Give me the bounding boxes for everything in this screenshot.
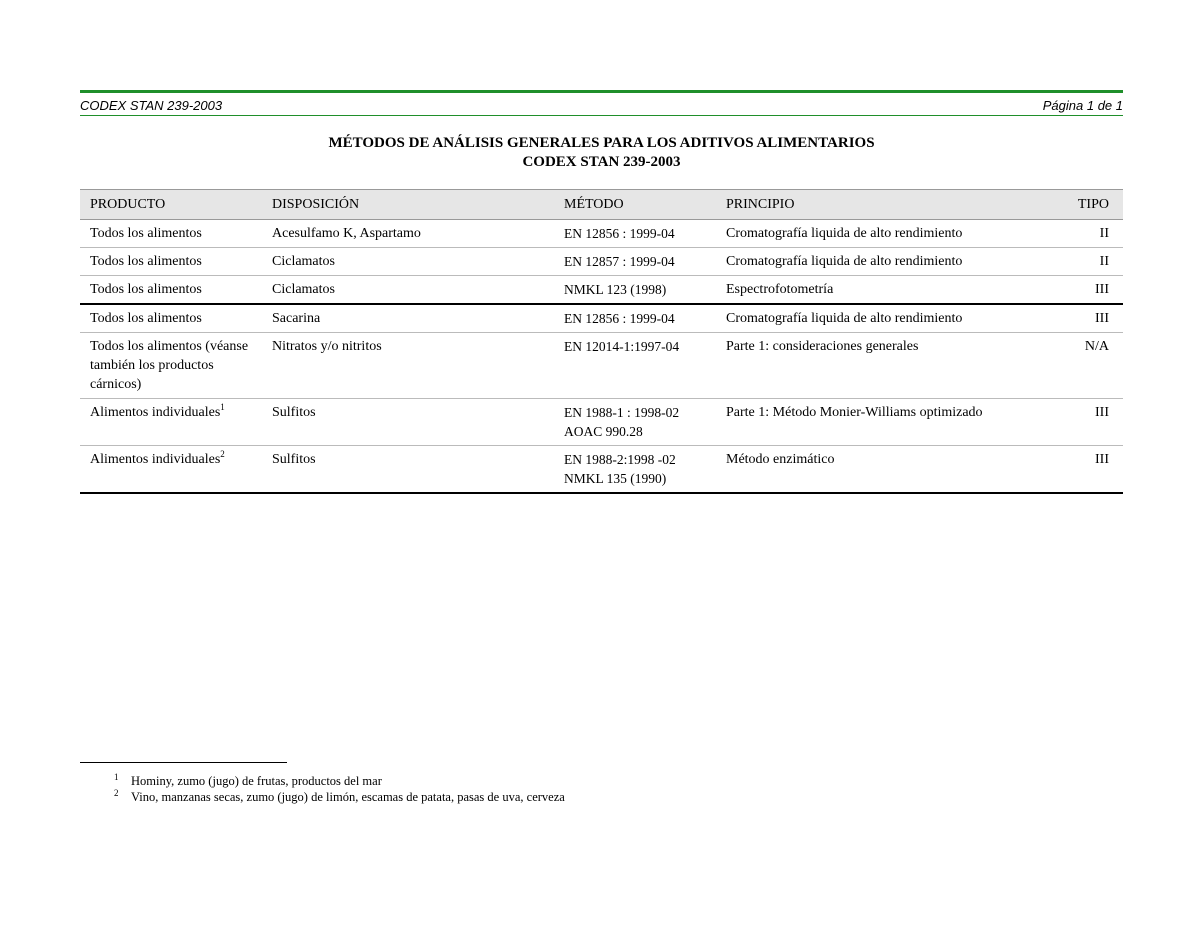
footnote-item — [80, 789, 1123, 805]
cell-producto: Todos los alimentos — [80, 304, 262, 333]
column-header-tipo: TIPO — [1053, 190, 1123, 220]
table-row — [80, 333, 1123, 399]
method-reference: AOAC 990.28 — [564, 424, 643, 439]
document-title — [80, 134, 1123, 172]
method-reference: EN 12856 : 1999-04 — [564, 311, 675, 326]
cell-principio: Cromatografía liquida de alto rendimiento — [716, 220, 1053, 248]
cell-tipo: II — [1053, 248, 1123, 276]
cell-metodo — [554, 399, 716, 446]
column-header-disposicion: DISPOSICIÓN — [262, 190, 554, 220]
header-document-code: CODEX STAN 239-2003 — [80, 98, 223, 113]
footnotes — [80, 773, 1123, 805]
cell-tipo: III — [1053, 304, 1123, 333]
column-header-principio: PRINCIPIO — [716, 190, 1053, 220]
table-row — [80, 276, 1123, 305]
cell-disposicion: Nitratos y/o nitritos — [262, 333, 554, 399]
method-reference: EN 12014-1:1997-04 — [564, 339, 680, 354]
header-top-rule — [80, 90, 1123, 93]
cell-tipo: III — [1053, 276, 1123, 305]
table-row — [80, 399, 1123, 446]
footnote-separator — [80, 762, 287, 763]
cell-metodo — [554, 446, 716, 494]
footnote-text: Hominy, zumo (jugo) de frutas, productos del mar — [131, 774, 382, 788]
cell-metodo — [554, 248, 716, 276]
cell-producto — [80, 399, 262, 446]
running-header — [80, 97, 1123, 114]
cell-producto: Todos los alimentos (véanse también los productos cárnicos) — [80, 333, 262, 399]
cell-disposicion: Sulfitos — [262, 446, 554, 494]
method-reference: EN 1988-2:1998 -02 — [564, 452, 676, 467]
table-row — [80, 304, 1123, 333]
cell-producto — [80, 446, 262, 494]
column-header-producto: PRODUCTO — [80, 190, 262, 220]
cell-disposicion: Sulfitos — [262, 399, 554, 446]
cell-producto: Todos los alimentos — [80, 276, 262, 305]
cell-principio: Método enzimático — [716, 446, 1053, 494]
method-reference: NMKL 123 (1998) — [564, 282, 667, 297]
column-header-metodo: MÉTODO — [554, 190, 716, 220]
document-page — [80, 0, 1123, 927]
header-page-number: Página 1 de 1 — [1042, 98, 1123, 113]
methods-table — [80, 189, 1123, 494]
cell-tipo: II — [1053, 220, 1123, 248]
table-row — [80, 248, 1123, 276]
table-row — [80, 220, 1123, 248]
method-reference: NMKL 135 (1990) — [564, 471, 667, 486]
cell-tipo: N/A — [1053, 333, 1123, 399]
cell-producto: Todos los alimentos — [80, 248, 262, 276]
footnote-marker: 1 — [220, 402, 225, 412]
method-reference: EN 1988-1 : 1998-02 — [564, 405, 680, 420]
cell-metodo — [554, 333, 716, 399]
footnote-text: Vino, manzanas secas, zumo (jugo) de limón, escamas de patata, pasas de uva, cerveza — [131, 790, 565, 804]
cell-metodo — [554, 304, 716, 333]
cell-principio: Cromatografía liquida de alto rendimiento — [716, 304, 1053, 333]
table-header-row — [80, 190, 1123, 220]
cell-tipo: III — [1053, 399, 1123, 446]
cell-tipo: III — [1053, 446, 1123, 494]
cell-metodo — [554, 220, 716, 248]
footnote-item — [80, 773, 1123, 789]
title-line-1: MÉTODOS DE ANÁLISIS GENERALES PARA LOS ADITIVOS ALIMENTARIOS — [328, 135, 875, 151]
cell-principio: Parte 1: Método Monier-Williams optimizado — [716, 399, 1053, 446]
cell-producto: Todos los alimentos — [80, 220, 262, 248]
cell-disposicion: Ciclamatos — [262, 248, 554, 276]
cell-metodo — [554, 276, 716, 305]
cell-principio: Cromatografía liquida de alto rendimiento — [716, 248, 1053, 276]
footnote-marker: 2 — [220, 449, 225, 459]
header-bottom-rule — [80, 115, 1123, 116]
footnote-number: 1 — [114, 772, 119, 782]
cell-disposicion: Ciclamatos — [262, 276, 554, 305]
product-label: Alimentos individuales — [90, 452, 221, 467]
method-reference: EN 12856 : 1999-04 — [564, 226, 675, 241]
cell-disposicion: Acesulfamo K, Aspartamo — [262, 220, 554, 248]
method-reference: EN 12857 : 1999-04 — [564, 254, 675, 269]
table-row — [80, 446, 1123, 494]
cell-principio: Parte 1: consideraciones generales — [716, 333, 1053, 399]
cell-disposicion: Sacarina — [262, 304, 554, 333]
title-line-2: CODEX STAN 239-2003 — [522, 154, 681, 170]
cell-principio: Espectrofotometría — [716, 276, 1053, 305]
footnote-number: 2 — [114, 788, 119, 798]
product-label: Alimentos individuales — [90, 405, 221, 420]
